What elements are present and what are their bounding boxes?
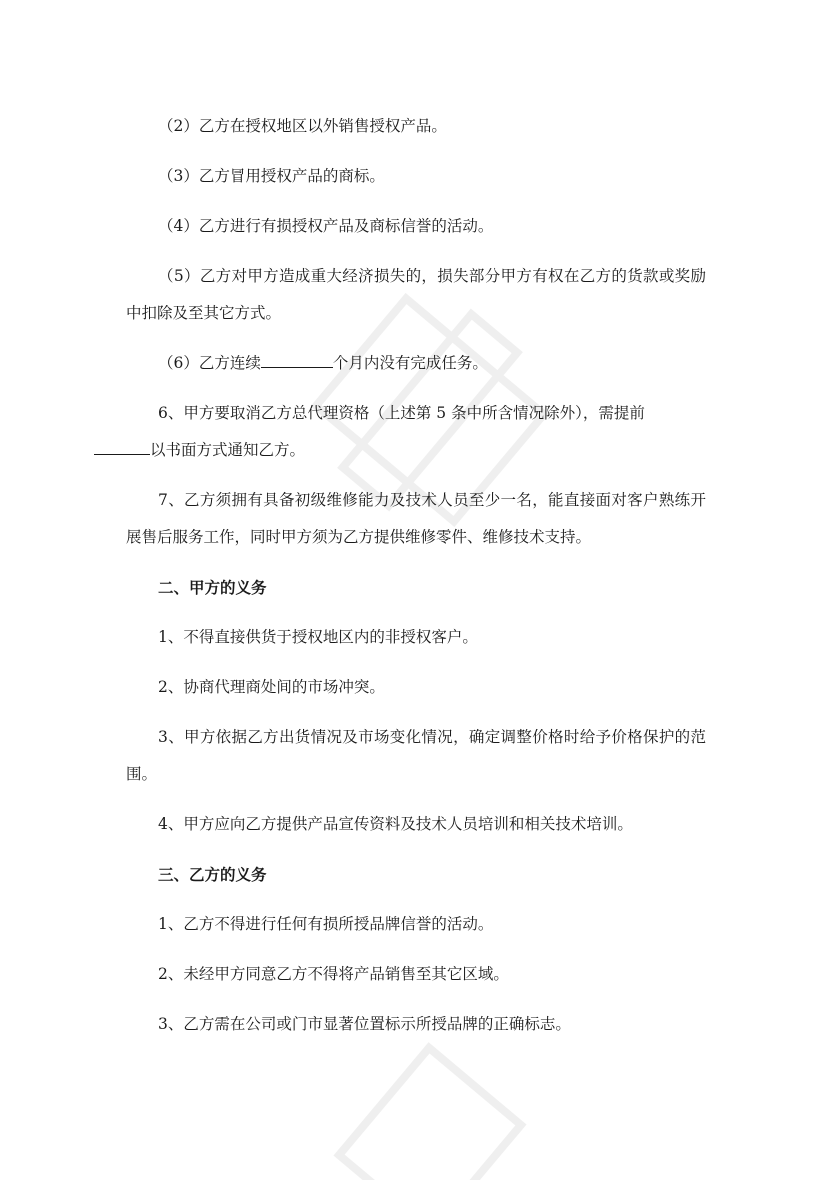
clause-6-before: （6）乙方连续	[158, 354, 261, 372]
section-heading-party-b: 三、乙方的义务	[158, 865, 267, 884]
clause-3: （3）乙方冒用授权产品的商标。	[158, 167, 385, 185]
document-body	[126, 108, 706, 1056]
party-b-duty-3: 3、乙方需在公司或门市显著位置标示所授品牌的正确标志。	[158, 1015, 571, 1033]
clause-6-after: 个月内没有完成任务。	[332, 354, 488, 372]
party-b-duty-1: 1、乙方不得进行任何有损所授品牌信誉的活动。	[158, 915, 494, 933]
item-6-line2: 以书面方式通知乙方。	[150, 441, 306, 459]
party-a-duty-4: 4、甲方应向乙方提供产品宣传资料及技术人员培训和相关技术培训。	[158, 815, 633, 833]
fill-blank-months[interactable]	[261, 349, 333, 368]
party-a-duty-2: 2、协商代理商处间的市场冲突。	[158, 678, 385, 696]
clause-6	[126, 345, 706, 382]
clause-2: （2）乙方在授权地区以外销售授权产品。	[158, 117, 447, 135]
party-a-duty-3: 3、甲方依据乙方出货情况及市场变化情况，确定调整价格时给予价格保护的范围。	[126, 728, 706, 783]
fill-blank-notice-period[interactable]	[94, 436, 150, 455]
item-7: 7、乙方须拥有具备初级维修能力及技术人员至少一名，能直接面对客户熟练开展售后服务工作，同时甲方须为乙方提供维修零件、维修技术支持。	[126, 491, 706, 546]
item-6	[126, 395, 706, 469]
party-a-duty-1: 1、不得直接供货于授权地区内的非授权客户。	[158, 628, 478, 646]
watermark-logo-bottom	[300, 1040, 560, 1180]
section-heading-party-a: 二、甲方的义务	[158, 578, 267, 597]
party-b-duty-2: 2、未经甲方同意乙方不得将产品销售至其它区域。	[158, 965, 509, 983]
clause-4: （4）乙方进行有损授权产品及商标信誉的活动。	[158, 217, 494, 235]
item-6-line1: 6、甲方要取消乙方总代理资格（上述第 5 条中所含情况除外），需提前	[158, 404, 645, 422]
clause-5: （5）乙方对甲方造成重大经济损失的，损失部分甲方有权在乙方的货款或奖励中扣除及至其它方式。	[126, 267, 706, 322]
